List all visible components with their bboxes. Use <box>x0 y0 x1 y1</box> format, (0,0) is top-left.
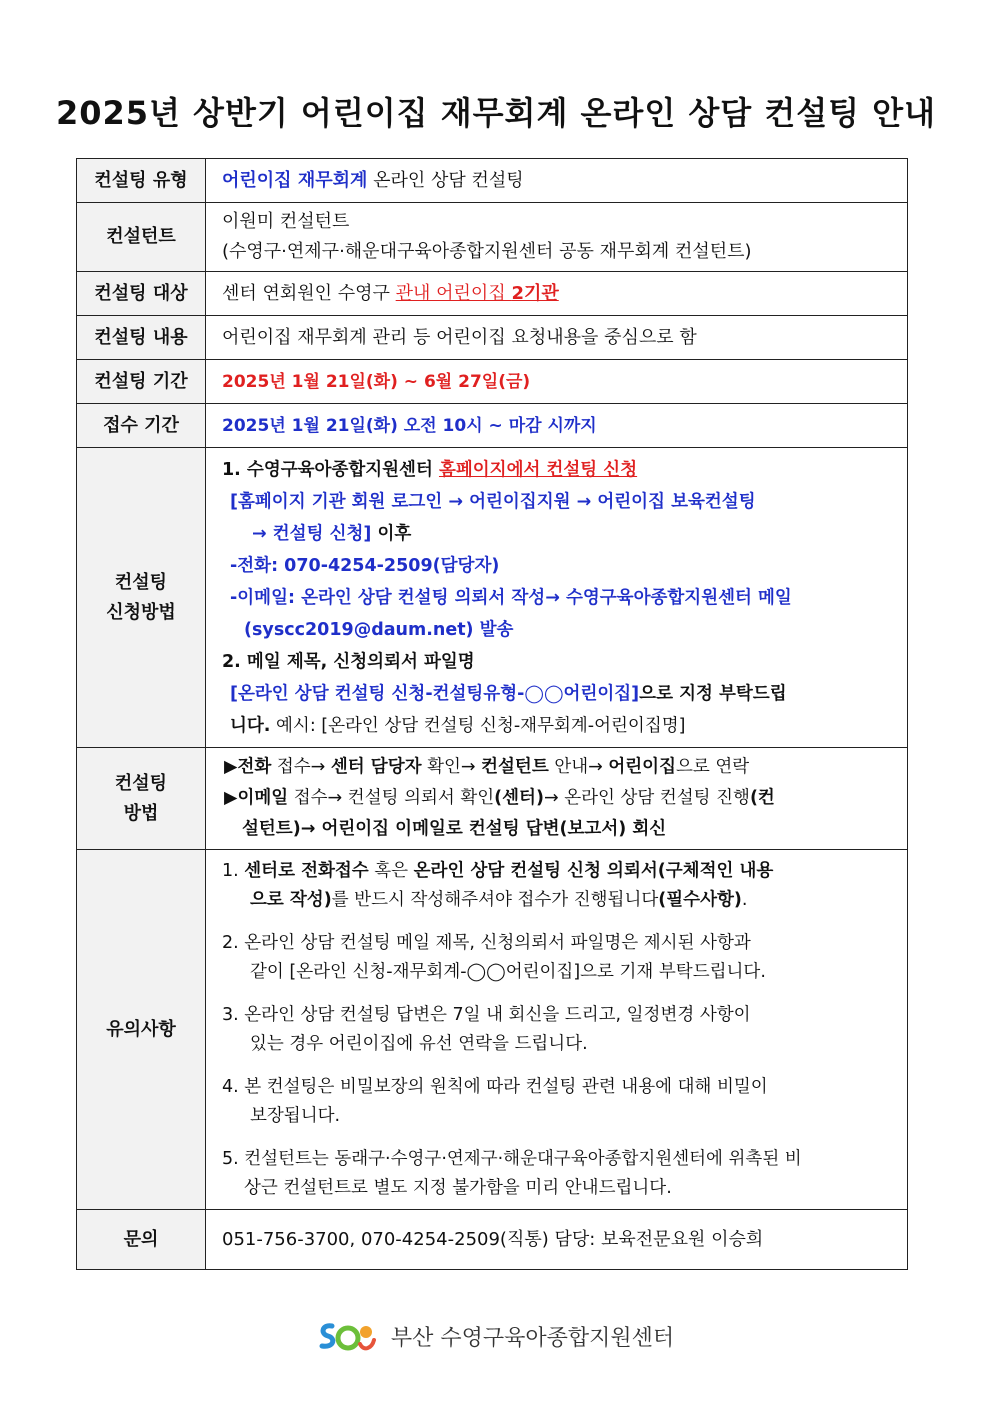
method-phone: ▶전화 <box>224 757 272 777</box>
email-address-link[interactable]: (syscc2019@daum.net) <box>244 619 474 640</box>
row-reception <box>77 404 908 448</box>
row-label-reception: 접수 기간 <box>77 404 206 448</box>
footer <box>0 1318 992 1360</box>
apply-path-end: → 컨설팅 신청] <box>252 523 372 544</box>
apply-step1-text: 1. 수영구육아종합지원센터 <box>222 459 439 480</box>
apply-step1-highlight: 홈페이지에서 컨설팅 신청 <box>438 459 638 480</box>
target-text: 센터 연회원인 수영구 <box>222 282 396 304</box>
row-value-content: 어린이집 재무회계 관리 등 어린이집 요청내용을 중심으로 함 <box>206 316 908 360</box>
note-gap <box>222 1059 897 1073</box>
row-label-type: 컨설팅 유형 <box>77 159 206 203</box>
row-value-target <box>206 272 908 316</box>
row-label-content: 컨설팅 내용 <box>77 316 206 360</box>
apply-line-5: -이메일: 온라인 상담 컨설팅 의뢰서 작성→ 수영구육아종합지원센터 메일 <box>230 587 792 608</box>
note-text: 혹은 <box>368 860 414 881</box>
note-5-line-1: 5. 컨설턴트는 동래구·수영구·연제구·해운대구육아종합지원센터에 위촉된 비 <box>222 1148 802 1169</box>
info-table <box>76 158 908 1270</box>
note-text: 를 반드시 작성해주셔야 접수가 진행됩니다 <box>331 889 659 910</box>
method-line-1 <box>224 752 897 783</box>
row-value-contact: 051-756-3700, 070-4254-2509(직통) 담당: 보육전문요원 이승희 <box>206 1210 908 1270</box>
note-text: . <box>741 889 748 910</box>
method-text: 접수→ <box>271 757 331 777</box>
method-line-3: 설턴트)→ 어린이집 이메일로 컨설팅 답변(보고서) 회신 <box>242 819 667 839</box>
apply-label-2: 신청방법 <box>106 601 176 623</box>
method-text: 접수→ 컨설팅 의뢰서 확인 <box>288 788 495 808</box>
row-apply <box>77 448 908 748</box>
row-label-notes: 유의사항 <box>77 850 206 1210</box>
method-center-staff: 센터 담당자 <box>330 757 422 777</box>
row-label-contact: 문의 <box>77 1210 206 1270</box>
method-line-2 <box>224 783 897 814</box>
note-2-line-1: 2. 온라인 상담 컨설팅 메일 제목, 신청의뢰서 파일명은 제시된 사항과 <box>222 932 751 953</box>
row-label-target: 컨설팅 대상 <box>77 272 206 316</box>
mail-title-request: 으로 지정 부탁드립 <box>639 683 787 704</box>
method-consultant: 컨설턴트 <box>481 757 549 777</box>
note-1-line-2 <box>222 886 897 915</box>
note-1-form-end: 으로 작성) <box>250 889 332 910</box>
note-3-line-2: 있는 경우 어린이집에 유선 연락을 드립니다. <box>250 1033 588 1054</box>
row-contact <box>77 1210 908 1270</box>
target-count: 2기관 <box>511 282 559 304</box>
method-text: 으로 연락 <box>675 757 750 777</box>
note-number: 1. <box>222 860 245 881</box>
consultant-affiliation: (수영구·연제구·해운대구육아종합지원센터 공동 재무회계 컨설턴트) <box>222 241 752 262</box>
apply-line-3 <box>222 518 897 550</box>
type-rest: 온라인 상담 컨설팅 <box>367 169 524 191</box>
mail-title-format: [온라인 상담 컨설팅 신청-컨설팅유형-◯◯어린이집] <box>230 683 640 704</box>
row-notes <box>77 850 908 1210</box>
apply-label-1: 컨설팅 <box>114 571 168 593</box>
row-type <box>77 159 908 203</box>
note-5-line-2: 상근 컨설턴트로 별도 지정 불가함을 미리 안내드립니다. <box>244 1177 672 1198</box>
note-gap <box>222 1131 897 1145</box>
row-value-consultant <box>206 203 908 272</box>
row-value-reception: 2025년 1월 21일(화) 오전 10시 ~ 마감 시까지 <box>206 404 908 448</box>
row-label-period: 컨설팅 기간 <box>77 360 206 404</box>
notes-list <box>222 857 897 1203</box>
row-target <box>77 272 908 316</box>
footer-org-name: 부산 수영구육아종합지원센터 <box>390 1326 675 1351</box>
note-1-form: 온라인 상담 컨설팅 신청 의뢰서(구체적인 내용 <box>413 860 774 881</box>
type-highlight: 어린이집 재무회계 <box>222 169 368 191</box>
note-1-required: (필수사항) <box>658 889 742 910</box>
row-label-consultant: 컨설턴트 <box>77 203 206 272</box>
note-3-line-1: 3. 온라인 상담 컨설팅 답변은 7일 내 회신을 드리고, 일정변경 사항이 <box>222 1004 751 1025</box>
method-consultant-start: (컨 <box>749 788 775 808</box>
apply-send: 발송 <box>473 619 514 640</box>
method-text: → 온라인 상담 컨설팅 진행 <box>543 788 750 808</box>
apply-line-8 <box>222 678 897 710</box>
center-logo-icon <box>318 1318 376 1360</box>
method-text: 확인→ <box>421 757 482 777</box>
apply-line-4: -전화: 070-4254-2509(담당자) <box>230 555 500 576</box>
target-highlight <box>396 283 559 304</box>
method-label-2: 방법 <box>123 802 159 824</box>
row-method <box>77 748 908 850</box>
method-daycare: 어린이집 <box>608 757 676 777</box>
row-label-method <box>77 748 206 850</box>
page-title: 2025년 상반기 어린이집 재무회계 온라인 상담 컨설팅 안내 <box>55 94 937 132</box>
consultant-name: 이원미 컨설턴트 <box>222 211 350 232</box>
note-gap <box>222 987 897 1001</box>
row-period <box>77 360 908 404</box>
note-4-line-2: 보장됩니다. <box>250 1105 341 1126</box>
mail-title-request-end: 니다. <box>230 715 271 736</box>
apply-after: 이후 <box>371 523 412 544</box>
apply-line-2: [홈페이지 기관 회원 로그인 → 어린이집지원 → 어린이집 보육컨설팅 <box>230 491 756 512</box>
note-2-line-2: 같이 [온라인 신청-재무회계-◯◯어린이집]으로 기재 부탁드립니다. <box>250 961 766 982</box>
method-label-1: 컨설팅 <box>114 772 168 794</box>
note-1-line-1 <box>222 857 897 886</box>
row-content <box>77 316 908 360</box>
row-value-type <box>206 159 908 203</box>
apply-line-6 <box>222 614 897 646</box>
note-1-phone: 센터로 전화접수 <box>244 860 369 881</box>
row-value-method <box>206 748 908 850</box>
row-value-period: 2025년 1월 21일(화) ~ 6월 27일(금) <box>206 360 908 404</box>
row-value-notes <box>206 850 908 1210</box>
mail-title-example: 예시: [온라인 상담 컨설팅 신청-재무회계-어린이집명] <box>270 715 686 736</box>
note-4-line-1: 4. 본 컨설팅은 비밀보장의 원칙에 따라 컨설팅 관련 내용에 대해 비밀이 <box>222 1076 768 1097</box>
method-text: 안내→ <box>548 757 609 777</box>
target-area: 관내 어린이집 <box>395 282 512 304</box>
note-gap <box>222 915 897 929</box>
row-label-apply <box>77 448 206 748</box>
row-consultant <box>77 203 908 272</box>
apply-line-7: 2. 메일 제목, 신청의뢰서 파일명 <box>222 651 475 672</box>
apply-line-9 <box>222 710 897 742</box>
apply-line-1 <box>222 454 897 486</box>
row-value-apply <box>206 448 908 748</box>
method-center: (센터) <box>494 788 544 808</box>
method-email: ▶이메일 <box>224 788 289 808</box>
